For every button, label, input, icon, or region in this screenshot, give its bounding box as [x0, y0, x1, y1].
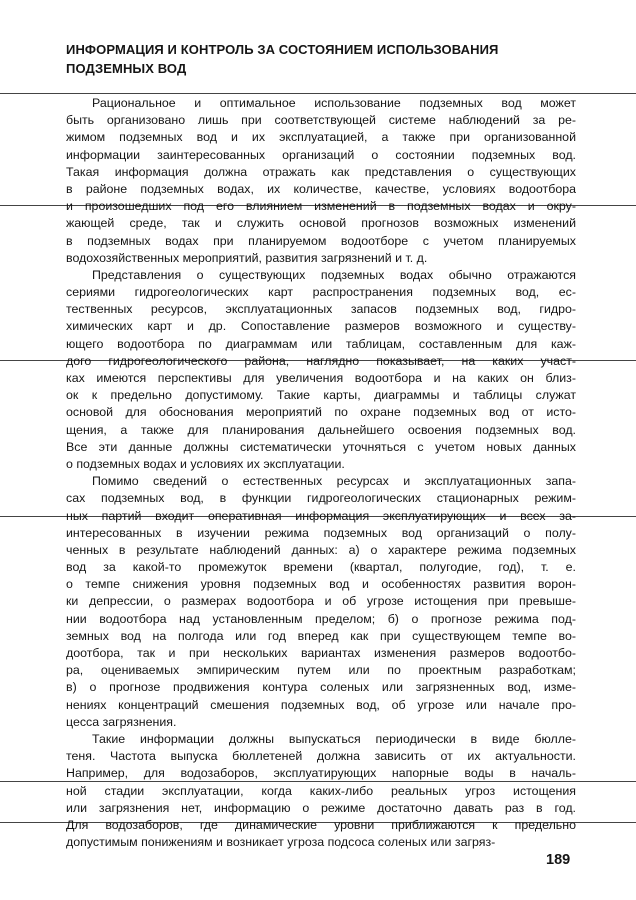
text-line: Представления о существующих подземных водах обычно отражаются [92, 267, 576, 282]
text-line: допустимым понижениям и возникает угроза подсоса соленых или загряз- [66, 835, 496, 850]
text-line: быть организовано лишь при соответствующей системе наблюдений за ре- [66, 113, 576, 128]
text-line: ющего водоотбора по диаграммам или таблицам, составленным для каж- [66, 336, 576, 351]
text-line: ки депрессии, о размерах водоотбора и об угрозе истощения при превыше- [66, 594, 576, 609]
paragraph [66, 267, 576, 473]
text-line: Такие информации должны выпускаться периодически в виде бюлле- [92, 731, 576, 746]
text-line: щения, а также для планирования дальнейшего освоения подземных вод. [66, 422, 576, 437]
page-number: 189 [546, 852, 571, 868]
text-line: сериями гидрогеологических карт распространения подземных вод, ес- [66, 285, 576, 300]
text-line: о темпе снижения уровня подземных вод и особенностях развития ворон- [66, 577, 576, 592]
text-line: тественных ресурсов, эксплуатационных запасов подземных вод, гидро- [66, 302, 576, 317]
text-line: в) о прогнозе продвижения контура соленых или загрязненных вод, изме- [66, 680, 576, 695]
body-text [66, 95, 576, 851]
text-line: дого гидрогеологического района, наглядно показывает, на каких участ- [66, 353, 576, 368]
section-heading-line-1: ИНФОРМАЦИЯ И КОНТРОЛЬ ЗА СОСТОЯНИЕМ ИСПОЛЬЗОВАНИЯ [66, 42, 499, 57]
text-line: теня. Частота выпуска бюллетеней должна зависить от их актуальности. [66, 749, 576, 764]
text-line: жающей среде, так и служить основой прогнозов возможных изменений [66, 216, 576, 231]
text-line: жимом подземных вод и их эксплуатацией, а также при организованной [66, 130, 576, 145]
text-line: ра, оцениваемых эмпирическим путем или по проектным разработкам; [66, 663, 576, 678]
text-line: сах подземных вод, в функции гидрогеологических стационарных режим- [66, 491, 576, 506]
text-line: Например, для водозаборов, эксплуатирующих напорные воды в началь- [66, 766, 576, 781]
text-line: Такая информация должна отражать как представления о существующих [66, 164, 576, 179]
text-line: ной стадии эксплуатации, когда каких-либо реальных угроз истощения [66, 783, 576, 798]
text-line: интересованных в изучении режима подземных вод организаций о полу- [66, 525, 576, 540]
text-line: в подземных водах при планируемом водоотборе с учетом планируемых [66, 233, 576, 248]
text-line: Все эти данные должны систематически уточняться с учетом новых данных [66, 439, 576, 454]
text-line: земных вод на полгода или год вперед как при существующем темпе во- [66, 628, 576, 643]
text-line: ок к предельно допустимому. Такие карты, диаграммы и таблицы служат [66, 388, 576, 403]
text-line: информации заинтересованных организаций о состоянии подземных вод. [66, 147, 576, 162]
text-line: вод за какой-то промежуток времени (квартал, полугодие, год), т. е. [66, 560, 576, 575]
text-line: доотбора, так и при нескольких вариантах изменения размеров водоотбо- [66, 646, 576, 660]
paragraph [66, 473, 576, 731]
paragraph [66, 731, 576, 851]
paragraph [66, 95, 576, 267]
text-line: Рациональное и оптимальное использование подземных вод может [92, 96, 576, 110]
text-line: ных партий входит оперативная информация эксплуатирующих и всех за- [66, 508, 576, 523]
text-line: о подземных водах и условиях их эксплуатации. [66, 456, 345, 471]
text-line: основой для обоснования мероприятий по охране подземных вод от исто- [66, 405, 576, 420]
text-line: ченных в результате наблюдений данных: а) о характере режима подземных [66, 542, 576, 557]
text-line: химических карт и др. Сопоставление размеров возможного и существу- [66, 319, 576, 334]
text-line: цесса загрязнения. [66, 714, 177, 729]
scan-line-artifact [0, 93, 636, 94]
text-line: Помимо сведений о естественных ресурсах и эксплуатационных запа- [92, 474, 576, 489]
text-line: нии водоотбора над установленным пределом; б) о прогнозе режима под- [66, 611, 576, 626]
text-line: Для водозаборов, где динамические уровни приближаются к предельно [66, 817, 576, 832]
text-line: и произошедших под его влиянием изменений в подземных водах и окру- [66, 199, 576, 214]
text-line: водохозяйственных мероприятий, развития загрязнений и т. д. [66, 250, 428, 265]
text-line: нениях концентраций смешения подземных вод, об угрозе или начале про- [66, 697, 576, 712]
text-line: или загрязнения нет, информацию о режиме достаточно давать раз в год. [66, 800, 576, 815]
section-heading-line-2: ПОДЗЕМНЫХ ВОД [66, 61, 187, 76]
text-line: ках имеются перспективы для увеличения водоотбора и на каких он близ- [66, 371, 576, 385]
section-heading [66, 40, 586, 78]
text-line: в районе подземных водах, их количестве, качестве, условиях водоотбора [66, 181, 576, 196]
